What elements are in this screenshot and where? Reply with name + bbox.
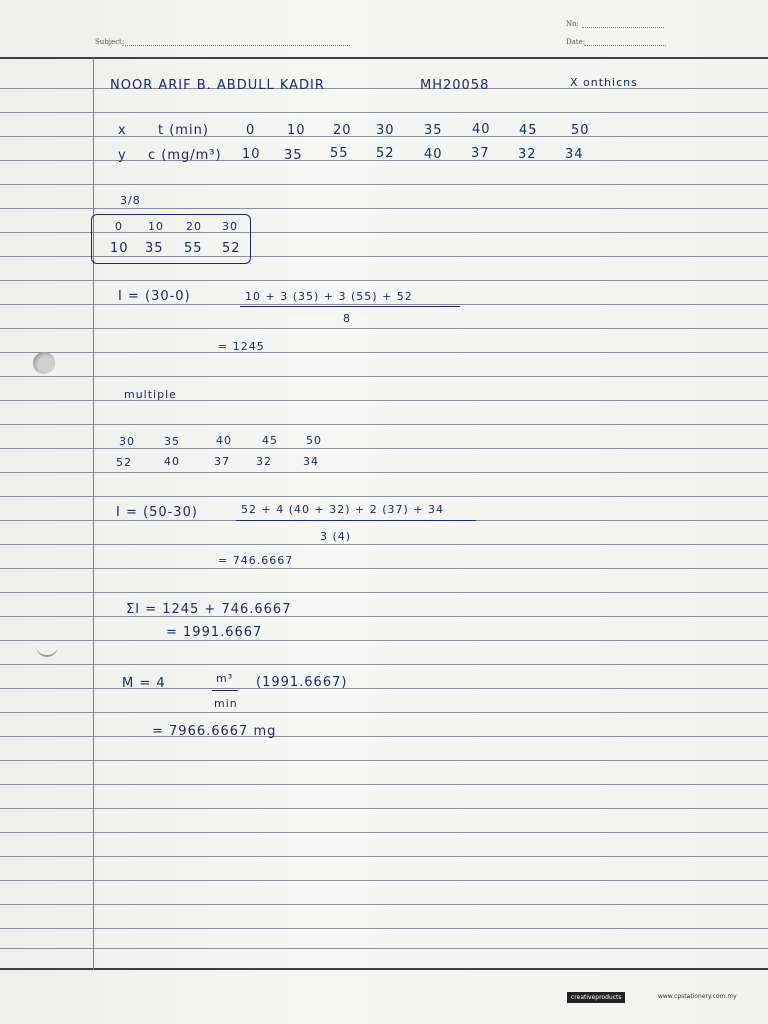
t-value: 10 [287,123,306,138]
integral-result: = 1245 [218,340,265,353]
rule-line [0,664,768,665]
margin-line [93,58,94,970]
rule-line [0,496,768,497]
c-value: 34 [565,147,584,162]
integral-denominator: 8 [343,312,351,325]
section-heading: multiple [124,388,177,401]
brand-url: www.cpstationery.com.my [658,993,737,1000]
rule-line [0,736,768,737]
t-value: 30 [376,123,395,138]
t-value: 20 [333,123,352,138]
table2-value: 30 [119,435,135,448]
rule-line [0,832,768,833]
rule-line [0,928,768,929]
binder-hole [36,645,58,657]
c-value: 10 [242,147,261,162]
integral-denominator: 3 (4) [320,530,352,543]
student-name: NOOR ARIF B. ABDULL KADIR [110,78,325,93]
c-value: 37 [471,146,490,161]
sum-result: = 1991.6667 [166,625,263,640]
table2-value: 40 [216,434,232,447]
fraction-bar [240,306,460,307]
bottom-rule [0,968,768,970]
rule-line [0,112,768,113]
student-id: MH20058 [420,78,490,93]
integral-lhs: I = (30-0) [118,289,191,304]
note-tag: X onthicns [570,76,638,89]
rule-line [0,592,768,593]
box-value: 10 [110,241,129,256]
c-value: 35 [284,148,303,163]
rule-line [0,400,768,401]
subject-line [122,44,350,46]
table2-value: 34 [303,455,319,468]
rule-line [0,184,768,185]
rule-line [0,352,768,353]
table2-value: 50 [306,434,322,447]
box-value: 10 [148,220,164,233]
rule-line [0,280,768,281]
c-value: 55 [330,146,349,161]
t-value: 40 [472,122,491,137]
c-label: c (mg/m³) [148,148,222,163]
sum-lhs: ΣI = 1245 + 746.6667 [126,602,292,617]
box-value: 35 [145,241,164,256]
rule-line [0,784,768,785]
date-line [584,44,666,46]
table2-value: 45 [262,434,278,447]
no-label: No: [566,20,579,28]
binder-hole [33,352,55,374]
rule-line [0,880,768,881]
rule-line [0,568,768,569]
c-value: 32 [518,147,537,162]
rule-line [0,688,768,689]
rule-line [0,640,768,641]
rule-line [0,448,768,449]
t-value: 50 [571,123,590,138]
rule-line [0,544,768,545]
date-label: Date: [566,38,586,46]
section-heading: 3/8 [120,194,141,207]
t-value: 45 [519,123,538,138]
mass-paren: (1991.6667) [256,675,348,690]
unit-denominator: min [214,697,238,710]
box-value: 20 [186,220,202,233]
fraction-bar [236,520,476,521]
table2-value: 52 [116,456,132,469]
c-value: 40 [424,147,443,162]
rule-line [0,616,768,617]
brand-logo: creativeproducts [567,992,625,1003]
box-value: 0 [115,220,123,233]
rule-line [0,760,768,761]
mass-lhs: M = 4 [122,676,166,691]
rule-line [0,472,768,473]
table2-value: 37 [214,455,230,468]
integral-numerator: 52 + 4 (40 + 32) + 2 (37) + 34 [241,503,444,516]
t-label: t (min) [158,123,209,138]
rule-line [0,376,768,377]
t-value: 35 [424,123,443,138]
y-label: y [118,148,127,163]
box-value: 55 [184,241,203,256]
c-value: 52 [376,146,395,161]
box-value: 30 [222,220,238,233]
subject-label: Subject: [95,38,125,46]
rule-line [0,712,768,713]
table2-value: 32 [256,455,272,468]
rule-line [0,424,768,425]
rule-line [0,808,768,809]
t-value: 0 [246,123,256,138]
rule-line [0,208,768,209]
x-label: x [118,123,127,138]
rule-line [0,328,768,329]
integral-numerator: 10 + 3 (35) + 3 (55) + 52 [245,290,413,303]
unit-numerator: m³ [216,672,234,685]
table2-value: 35 [164,435,180,448]
box-value: 52 [222,241,241,256]
mass-result: = 7966.6667 mg [152,724,277,739]
integral-lhs: I = (50-30) [116,505,198,520]
unit-fraction-bar [212,690,238,691]
rule-line [0,856,768,857]
rule-line [0,904,768,905]
rule-line [0,304,768,305]
no-line [582,26,664,28]
integral-result: = 746.6667 [218,554,294,567]
table2-value: 40 [164,455,180,468]
rule-line [0,948,768,949]
top-rule [0,57,768,59]
